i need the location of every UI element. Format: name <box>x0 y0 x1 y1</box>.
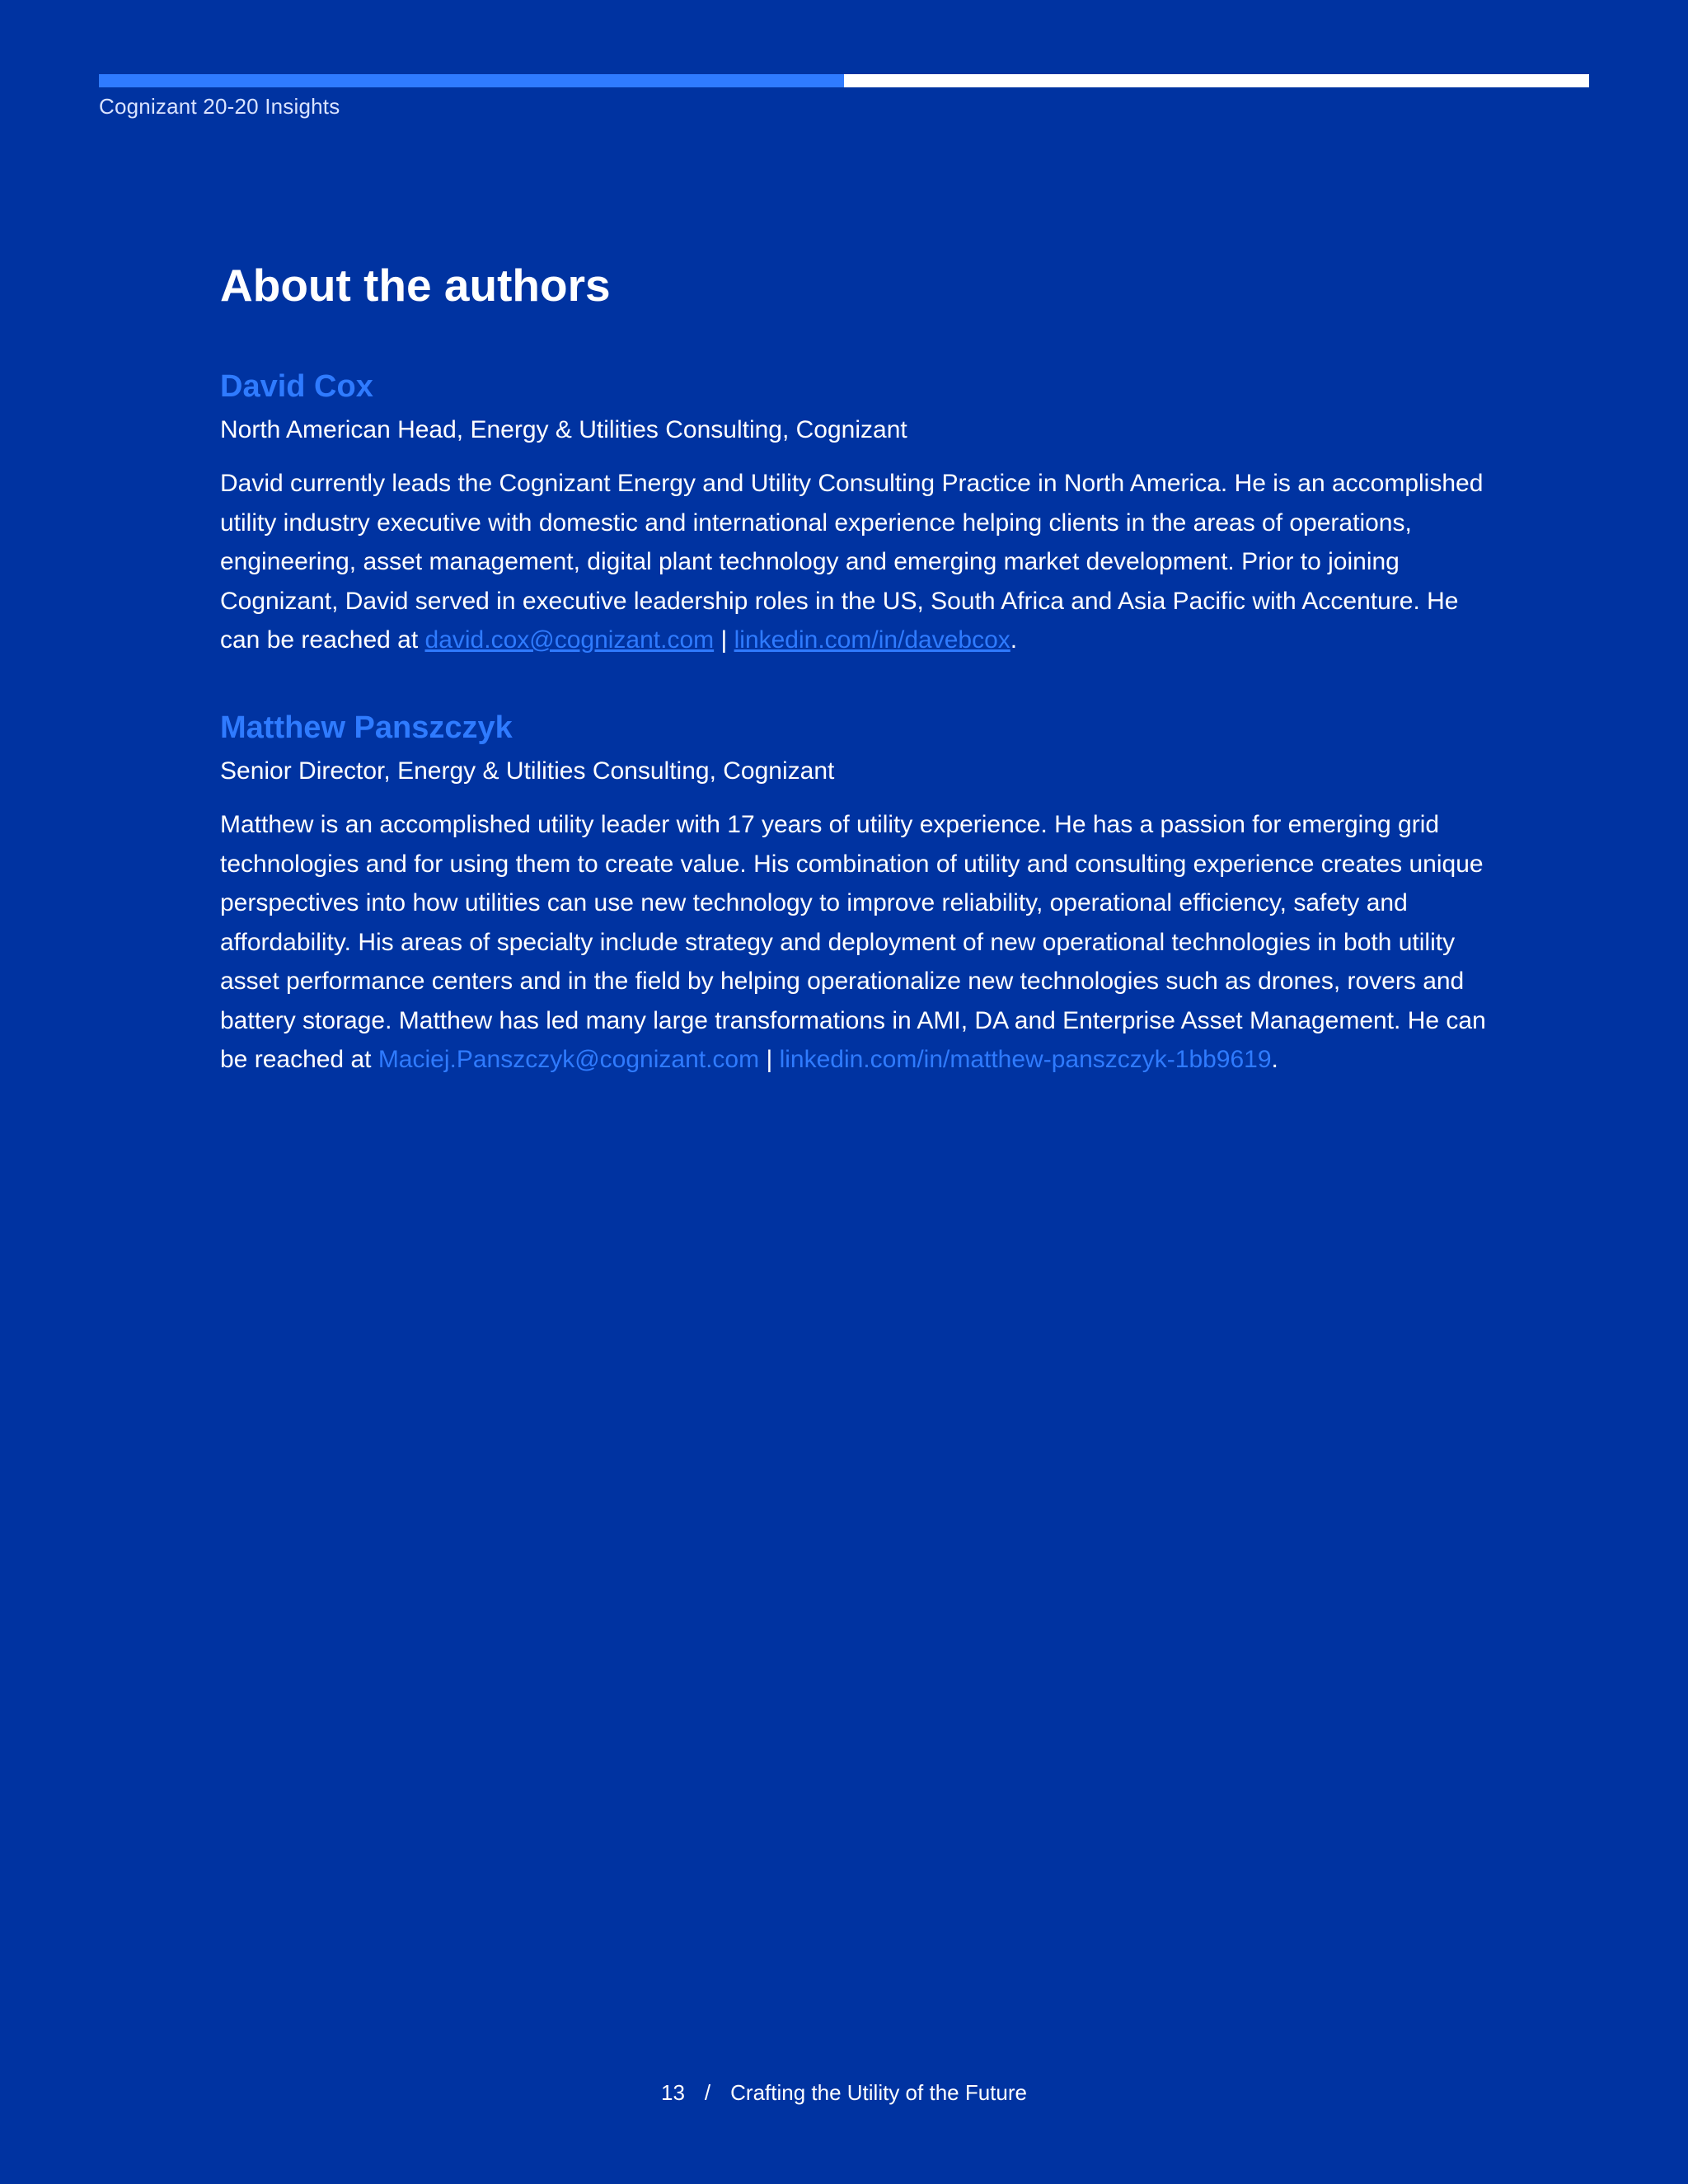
author-bio-text: David currently leads the Cognizant Energy and Utility Consulting Practice in North America. He is an accomplished utility industry executive with domestic and international experience helping clients in the areas of operations, engineering, asset management, digital plant technology and emerging market development. Prior to joining Cognizant, David served in executive leadership roles in the US, South Africa and Asia Pacific with Accenture. He can be reached at <box>220 470 1484 654</box>
page-number: 13 <box>661 2080 685 2105</box>
author-name: Matthew Panszczyk <box>220 710 513 745</box>
page-footer <box>0 2080 1688 2106</box>
author-role: North American Head, Energy & Utilities Consulting, Cognizant <box>220 416 907 444</box>
link-separator: | <box>759 1046 780 1074</box>
reading-progress-fill <box>99 74 844 87</box>
author-bio-text: Matthew is an accomplished utility leader with 17 years of utility experience. He has a passion for emerging grid technologies and for using them to create value. His combination of utility and consulting experience creates unique perspectives into how utilities can use new technology to improve reliability, operational efficiency, safety and affordability. His areas of specialty include strategy and deployment of new operational technologies in both utility asset performance centers and in the field by helping operationalize new technologies such as drones, rovers and battery storage. Matthew has led many large transformations in AMI, DA and Enterprise Asset Management. He can be reached at <box>220 811 1486 1074</box>
author-name: David Cox <box>220 368 373 404</box>
sentence-end: . <box>1010 626 1018 654</box>
publication-title: Crafting the Utility of the Future <box>730 2080 1027 2105</box>
link-separator: | <box>714 626 734 654</box>
running-header: Cognizant 20-20 Insights <box>99 94 340 119</box>
author-email-link[interactable]: david.cox@cognizant.com <box>424 626 715 654</box>
author-block-david-cox <box>220 368 1489 660</box>
author-bio <box>220 464 1489 660</box>
author-linkedin-link[interactable]: linkedin.com/in/davebcox <box>734 626 1010 654</box>
reading-progress-bar <box>99 74 1589 87</box>
footer-separator: / <box>704 2080 711 2105</box>
author-bio <box>220 805 1489 1080</box>
author-email-link[interactable]: Maciej.Panszczyk@cognizant.com <box>377 1046 760 1074</box>
author-role: Senior Director, Energy & Utilities Consulting, Cognizant <box>220 757 835 785</box>
section-title: About the authors <box>220 260 611 311</box>
main-content <box>220 260 1489 1129</box>
sentence-end: . <box>1271 1046 1278 1074</box>
author-linkedin-link[interactable]: linkedin.com/in/matthew-panszczyk-1bb9619 <box>779 1046 1272 1074</box>
author-block-matthew-panszczyk <box>220 710 1489 1080</box>
